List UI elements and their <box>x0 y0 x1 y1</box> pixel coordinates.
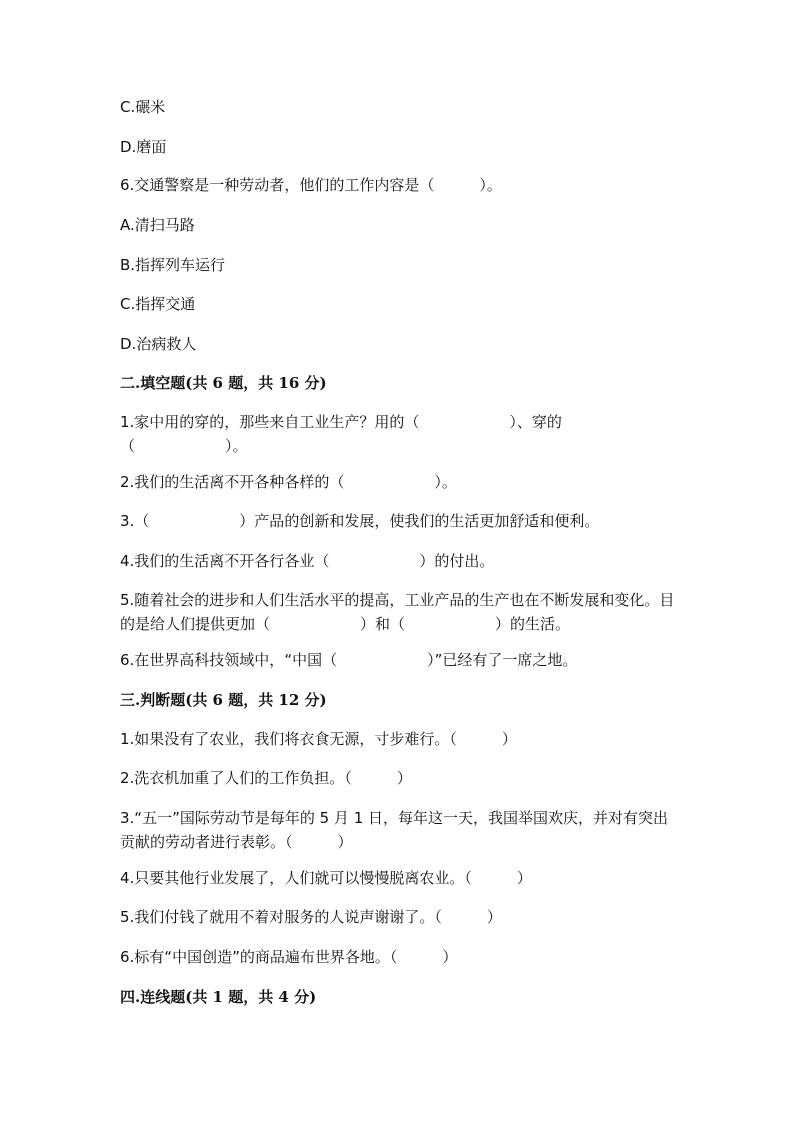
question-6-option-a: A.清扫马路 <box>120 216 195 234</box>
section-3-title: 三.判断题(共 6 题，共 12 分) <box>120 691 327 709</box>
judge-item-2: 2.洗衣机加重了人们的工作负担。（ ） <box>120 769 412 787</box>
section-2-title: 二.填空题(共 6 题，共 16 分) <box>120 374 327 392</box>
option-c-prev: C.碾米 <box>120 98 166 116</box>
fill-blank-item-4: 4.我们的生活离不开各行各业（ ）的付出。 <box>120 552 495 570</box>
fill-blank-item-6: 6.在世界高科技领域中，“中国（ ）”已经有了一席之地。 <box>120 651 578 669</box>
fill-blank-item-3: 3.（ ）产品的创新和发展，使我们的生活更加舒适和便利。 <box>120 512 600 530</box>
fill-blank-item-2: 2.我们的生活离不开各种各样的（ ）。 <box>120 473 457 491</box>
section-4-title: 四.连线题(共 1 题，共 4 分) <box>120 988 317 1006</box>
question-6-option-c: C.指挥交通 <box>120 295 196 313</box>
question-6-stem: 6.交通警察是一种劳动者，他们的工作内容是（ ）。 <box>120 176 502 194</box>
fill-blank-item-1: 1.家中用的穿的，那些来自工业生产？用的（ ）、穿的（ ）。 <box>120 413 562 455</box>
judge-item-6: 6.标有“中国创造”的商品遍布世界各地。（ ） <box>120 948 458 966</box>
option-d-prev: D.磨面 <box>120 138 167 156</box>
question-6-option-b: B.指挥列车运行 <box>120 256 226 274</box>
fill-blank-item-5: 5.随着社会的进步和人们生活水平的提高，工业产品的生产也在不断发展和变化。目的是给人们提供更加（ ）和（ ）的生活。 <box>120 591 675 633</box>
question-6-option-d: D.治病救人 <box>120 335 197 353</box>
judge-item-1: 1.如果没有了农业，我们将衣食无源，寸步难行。（ ） <box>120 730 517 748</box>
judge-item-5: 5.我们付钱了就用不着对服务的人说声谢谢了。（ ） <box>120 908 502 926</box>
judge-item-4: 4.只要其他行业发展了，人们就可以慢慢脱离农业。（ ） <box>120 869 532 887</box>
judge-item-3: 3.“五一”国际劳动节是每年的 5 月 1 日，每年这一天，我国举国欢庆，并对有突出贡献的劳动者进行表彰。（ ） <box>120 809 669 851</box>
